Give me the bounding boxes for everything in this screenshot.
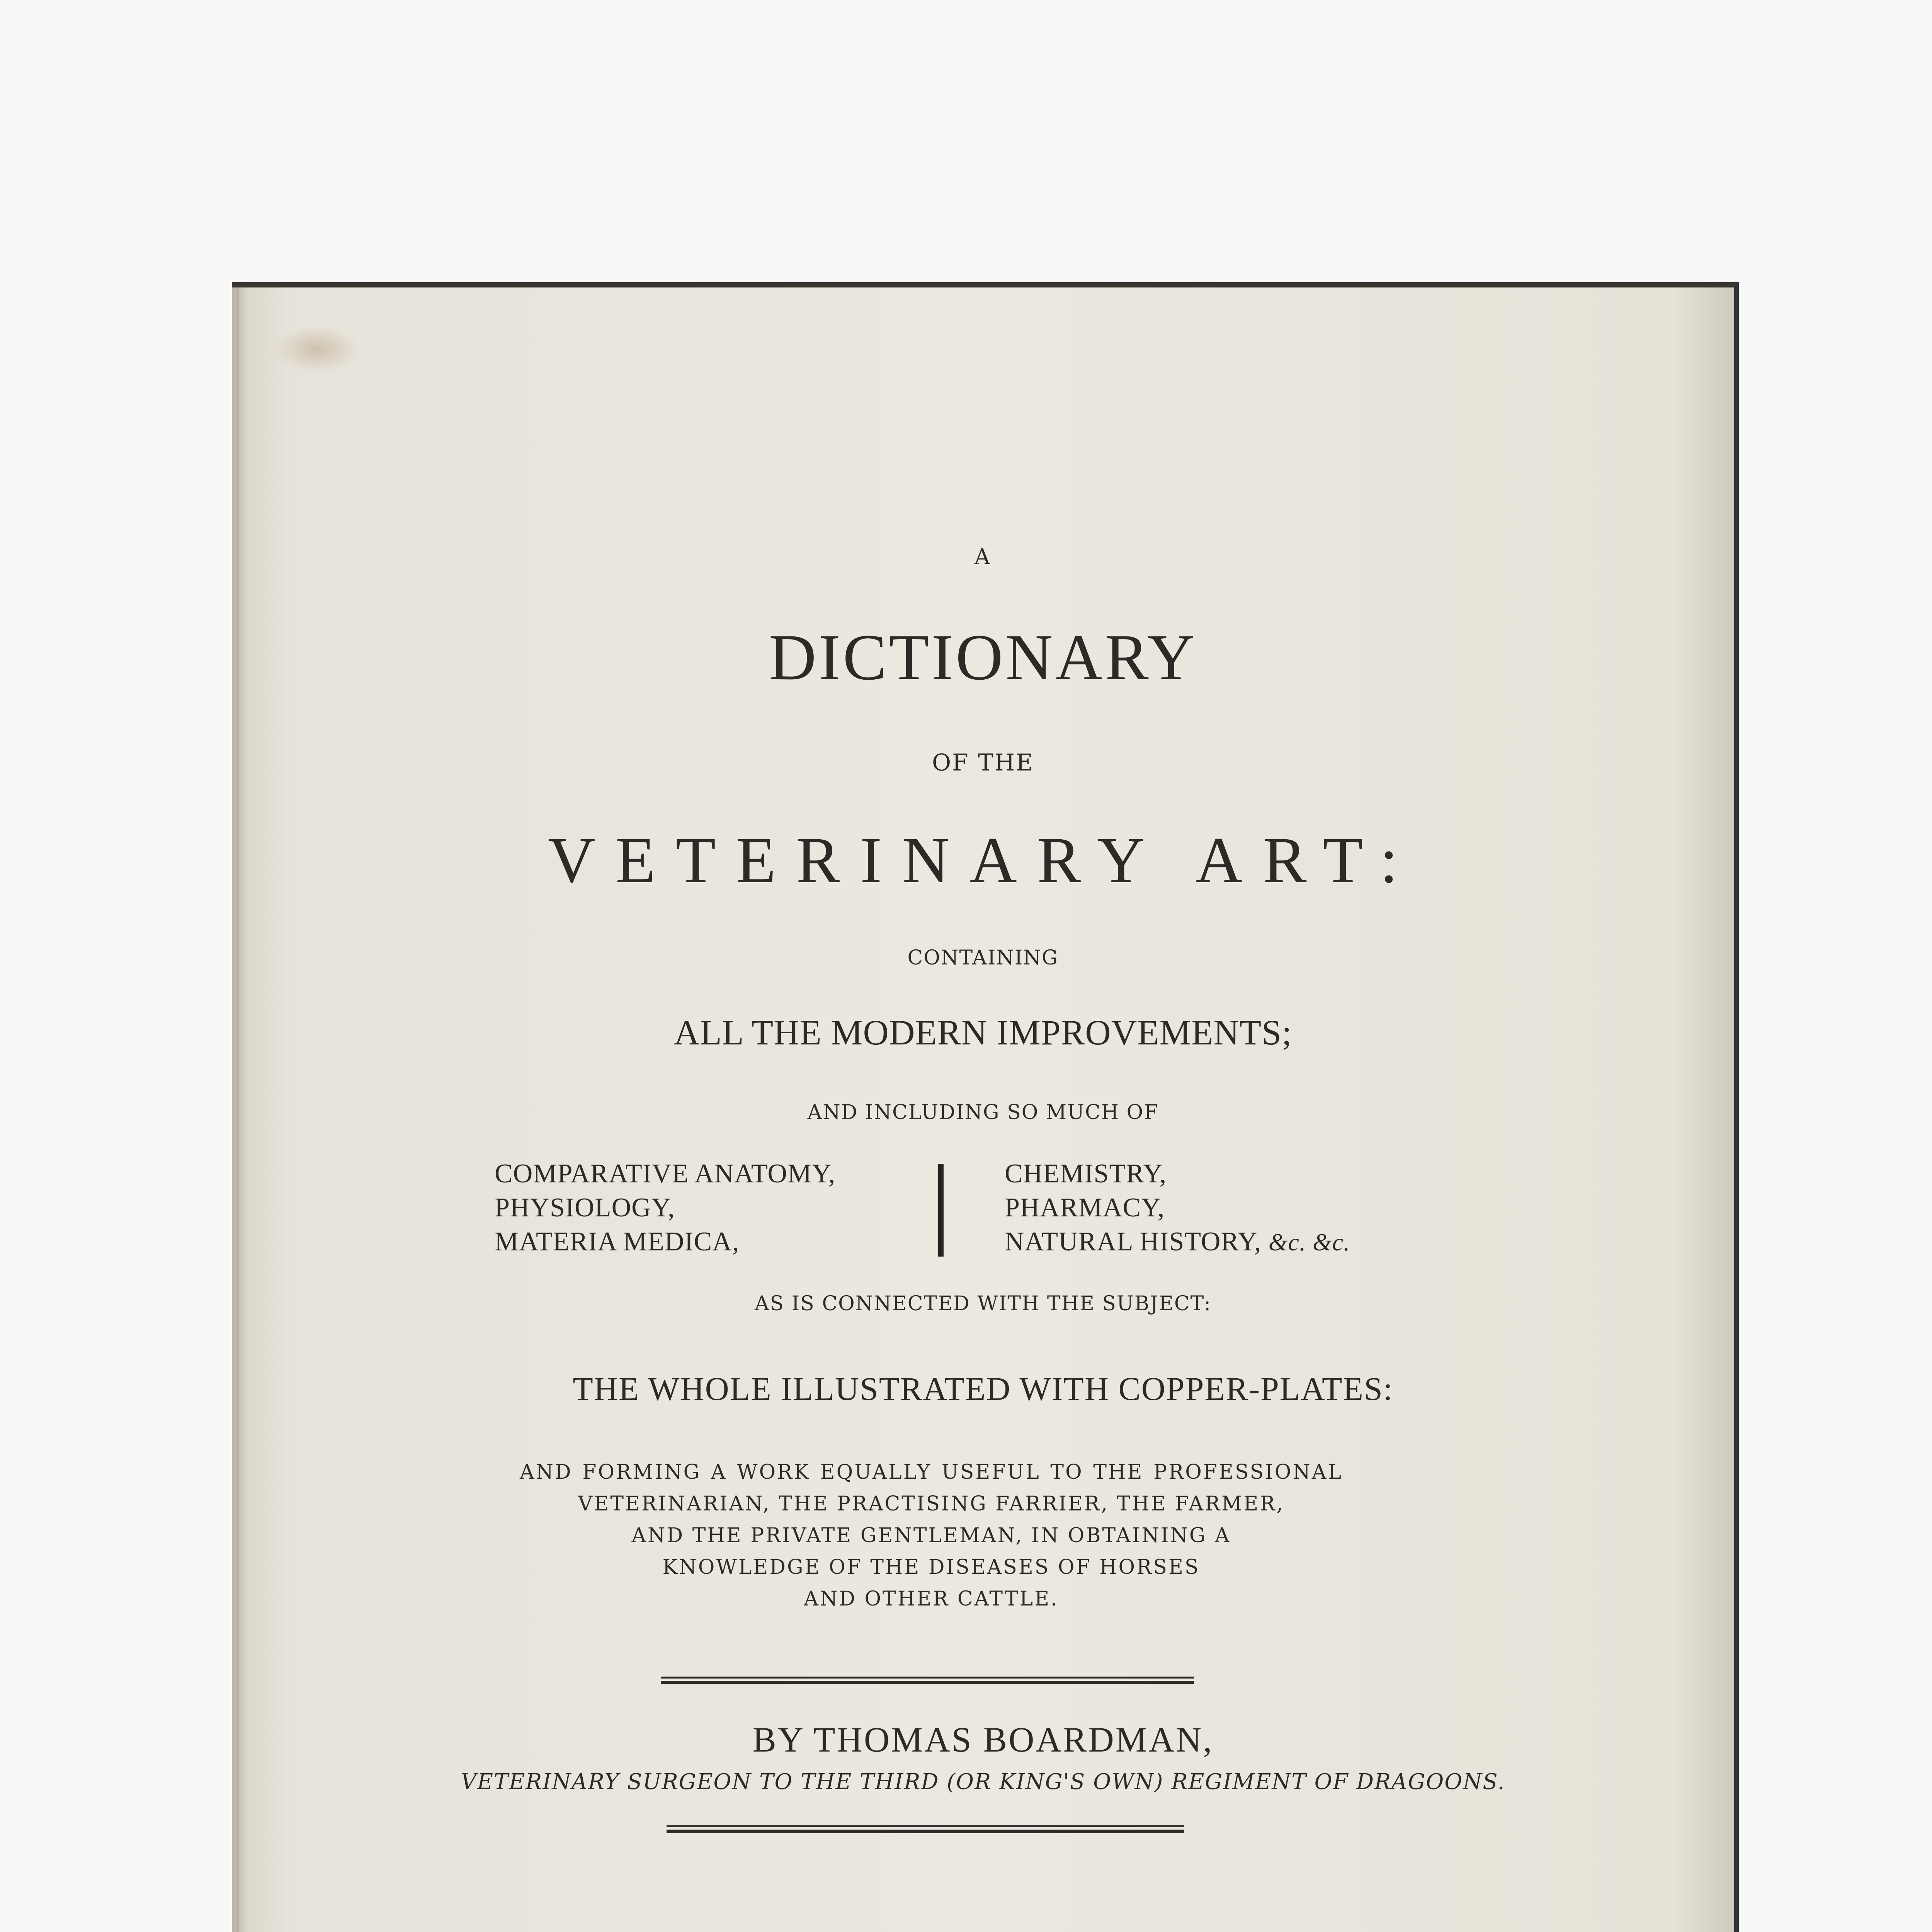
scanned-title-page [232,282,1739,1932]
subject-item: COMPARATIVE ANATOMY, [495,1159,836,1189]
title-veterinary-art: VETERINARY ART: [548,824,1418,896]
subtitle-including: AND INCLUDING SO MUCH OF [807,1101,1159,1124]
subject-item [1005,1225,1350,1259]
foxing-stain [274,326,359,372]
subject-item: CHEMISTRY, [1005,1159,1167,1189]
subtitle-containing: CONTAINING [907,946,1059,969]
double-rule-bottom [667,1825,1184,1833]
description-line: KNOWLEDGE OF THE DISEASES OF HORSES [662,1556,1200,1579]
subjects-right-column [1005,1157,1350,1259]
column-divider [938,1164,944,1257]
title-article: A [974,544,992,570]
subject-item: PHYSIOLOGY, [495,1193,675,1223]
subjects-left-column [495,1157,835,1259]
description-paragraph [520,1456,1343,1615]
description-line: AND FORMING A WORK EQUALLY USEFUL TO THE PROFESSIONAL [520,1461,1343,1484]
subtitle-copper-plates: THE WHOLE ILLUSTRATED WITH COPPER-PLATES: [573,1370,1393,1407]
etc-abbreviation: &c. &c. [1268,1228,1350,1256]
description-line: VETERINARIAN, THE PRACTISING FARRIER, THE FARMER, [578,1492,1285,1515]
description-line: AND THE PRIVATE GENTLEMAN, IN OBTAINING A [631,1524,1231,1547]
subject-item: MATERIA MEDICA, [495,1227,740,1257]
subtitle-modern-improvements: ALL THE MODERN IMPROVEMENTS; [674,1013,1292,1052]
description-line: AND OTHER CATTLE. [804,1587,1059,1611]
subject-item: PHARMACY, [1005,1193,1165,1223]
title-of-the: OF THE [932,749,1034,776]
author-title: VETERINARY SURGEON TO THE THIRD (OR KING'S OWN) REGIMENT OF DRAGOONS. [461,1769,1505,1794]
subtitle-subject: AS IS CONNECTED WITH THE SUBJECT: [754,1292,1212,1315]
subject-item-text: NATURAL HISTORY, [1005,1227,1262,1257]
double-rule-top [661,1677,1194,1684]
author-name: BY THOMAS BOARDMAN, [752,1720,1214,1759]
title-dictionary: DICTIONARY [769,621,1197,694]
